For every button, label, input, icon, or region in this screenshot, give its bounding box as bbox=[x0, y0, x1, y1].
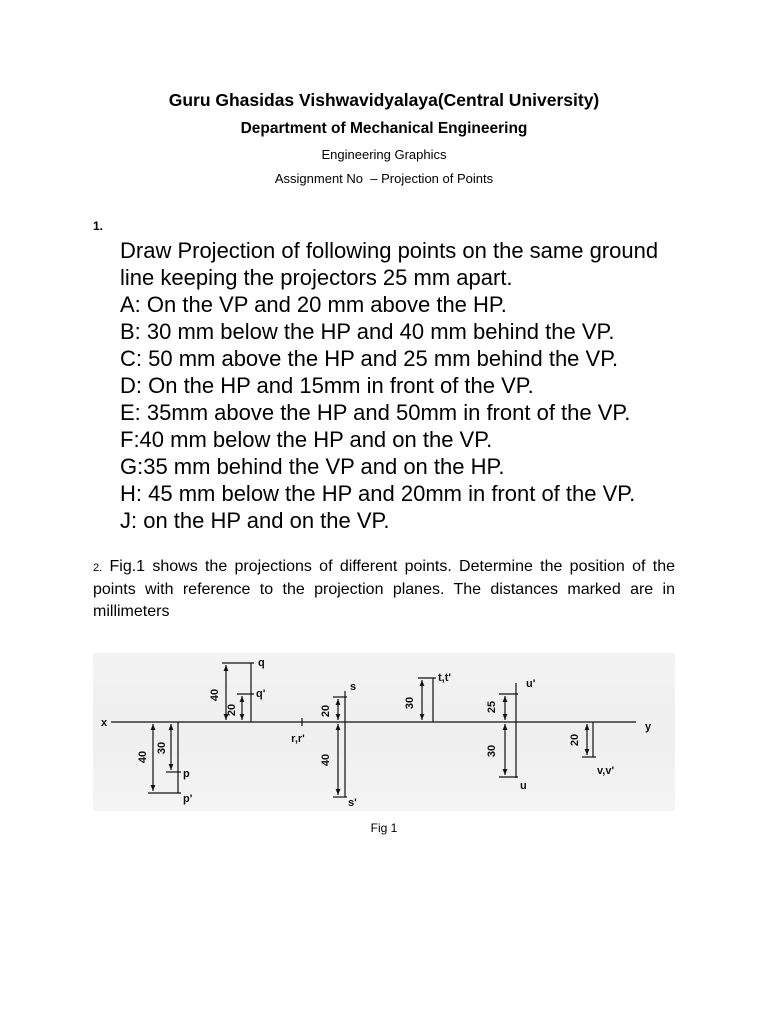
point-t-dimension: 30 bbox=[404, 696, 416, 710]
figure-lines bbox=[111, 663, 636, 797]
point-f-statement: F:40 mm below the HP and on the VP. bbox=[120, 427, 493, 452]
question-2-line-text: points with reference to the projection planes. The distances marked are in bbox=[93, 581, 675, 598]
point-e-statement: E: 35mm above the HP and 50mm in front of the VP. bbox=[120, 400, 631, 425]
question-2-line-text: Fig.1 shows the projections of different points. Determine the position of the bbox=[109, 558, 675, 575]
point-c-statement: C: 50 mm above the HP and 25 mm behind the VP. bbox=[120, 346, 619, 371]
question-1-text bbox=[120, 237, 658, 534]
point-r-label: r,r' bbox=[291, 733, 305, 745]
question-2-line bbox=[93, 556, 675, 579]
point-u-prime-label: u' bbox=[526, 678, 536, 690]
point-a-statement: A: On the VP and 20 mm above the HP. bbox=[120, 292, 507, 317]
point-u-dimension-above: 25 bbox=[486, 700, 498, 714]
point-d-statement: D: On the HP and 15mm in front of the VP. bbox=[120, 373, 534, 398]
question-2-text bbox=[93, 556, 675, 623]
point-q-dimension-outer: 40 bbox=[209, 688, 221, 702]
university-title: Guru Ghasidas Vishwavidyalaya(Central University) bbox=[168, 90, 600, 110]
point-v-label: v,v' bbox=[597, 765, 615, 777]
question-1-number: 1. bbox=[93, 219, 104, 233]
point-q-dimension-inner: 20 bbox=[226, 703, 238, 717]
question-1-line: Draw Projection of following points on the same ground bbox=[120, 238, 659, 263]
point-s-dimension-above: 20 bbox=[320, 704, 332, 718]
point-s-dimension-below: 40 bbox=[320, 753, 332, 767]
point-p-label: p bbox=[183, 768, 190, 780]
point-p-dimension-outer: 40 bbox=[137, 750, 149, 764]
point-q-prime-label: q' bbox=[256, 688, 266, 700]
point-v-dimension: 20 bbox=[569, 733, 581, 747]
department-heading: Department of Mechanical Engineering bbox=[240, 120, 528, 137]
point-b-statement: B: 30 mm below the HP and 40 mm behind the VP. bbox=[120, 319, 615, 344]
question-2-line bbox=[93, 601, 675, 623]
question-2-line bbox=[93, 579, 675, 601]
point-u-dimension-below: 30 bbox=[486, 744, 498, 758]
point-j-statement: J: on the HP and on the VP. bbox=[120, 508, 390, 533]
point-h-statement: H: 45 mm below the HP and 20mm in front of the VP. bbox=[120, 481, 636, 506]
point-t-label: t,t' bbox=[438, 672, 451, 684]
subject-heading: Engineering Graphics bbox=[321, 147, 447, 162]
question-2-number: 2. bbox=[93, 562, 103, 574]
question-1-line: line keeping the projectors 25 mm apart. bbox=[120, 265, 513, 290]
y-axis-label: y bbox=[644, 721, 652, 733]
figure-1-drawing bbox=[93, 653, 675, 811]
point-g-statement: G:35 mm behind the VP and on the HP. bbox=[120, 454, 505, 479]
point-p-dimension-inner: 30 bbox=[156, 741, 168, 755]
point-s-label: s bbox=[350, 681, 357, 693]
point-u-label: u bbox=[520, 780, 527, 792]
figure-caption: Fig 1 bbox=[370, 821, 398, 835]
point-s-prime-label: s' bbox=[348, 797, 357, 809]
question-2-line-text: millimeters bbox=[93, 603, 170, 620]
point-q-label: q bbox=[258, 657, 265, 669]
x-axis-label: x bbox=[100, 717, 108, 729]
point-p-prime-label: p' bbox=[183, 793, 193, 805]
assignment-heading: Assignment No – Projection of Points bbox=[274, 171, 494, 186]
